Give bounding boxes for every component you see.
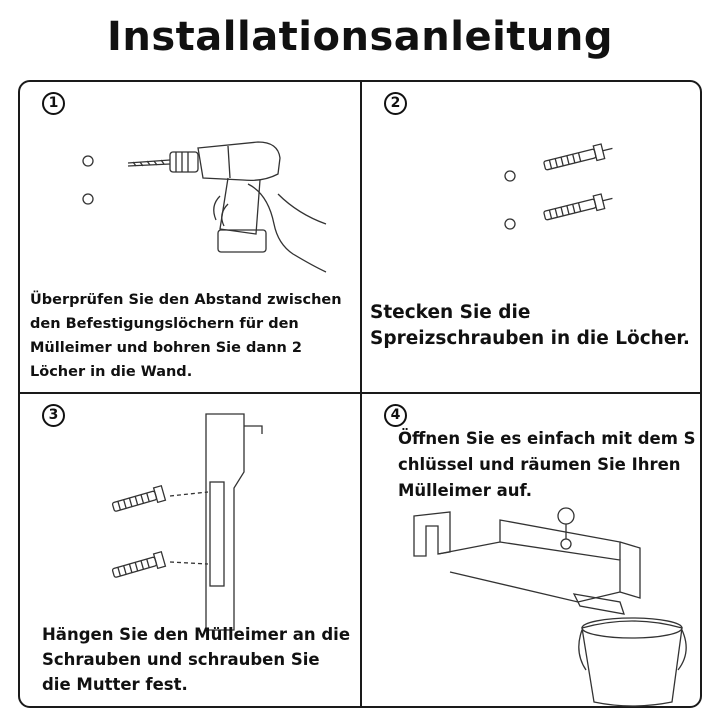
step-text-4: Öffnen Sie es einfach mit dem S chlüssel und räumen Sie Ihren Mülleimer auf. (398, 429, 696, 500)
step-number-4: 4 (384, 404, 407, 427)
expansion-screw-icon (500, 140, 620, 240)
step-panel-2 (360, 80, 702, 394)
step-number-2: 2 (384, 92, 407, 115)
drill-icon (78, 134, 328, 274)
step-text-2: Stecken Sie die Spreizschrauben in die Löcher. (370, 302, 690, 349)
step-number-1: 1 (42, 92, 65, 115)
step-panel-1 (18, 80, 362, 394)
step-number-3: 3 (42, 404, 65, 427)
step-text-1: Überprüfen Sie den Abstand zwischen den Befestigungslöchern für den Mülleimer und bohren Sie dann 2 Löcher in die Wand. (30, 292, 342, 380)
mount-bracket-icon (104, 412, 304, 632)
page-title: Installationsanleitung (106, 14, 614, 60)
step-panel-4 (360, 392, 702, 708)
step-text-3: Hängen Sie den Mülleimer an die Schrauben und schrauben Sie die Mutter fest. (42, 625, 351, 694)
step-panel-3 (18, 392, 362, 708)
key-bin-icon (410, 502, 700, 708)
